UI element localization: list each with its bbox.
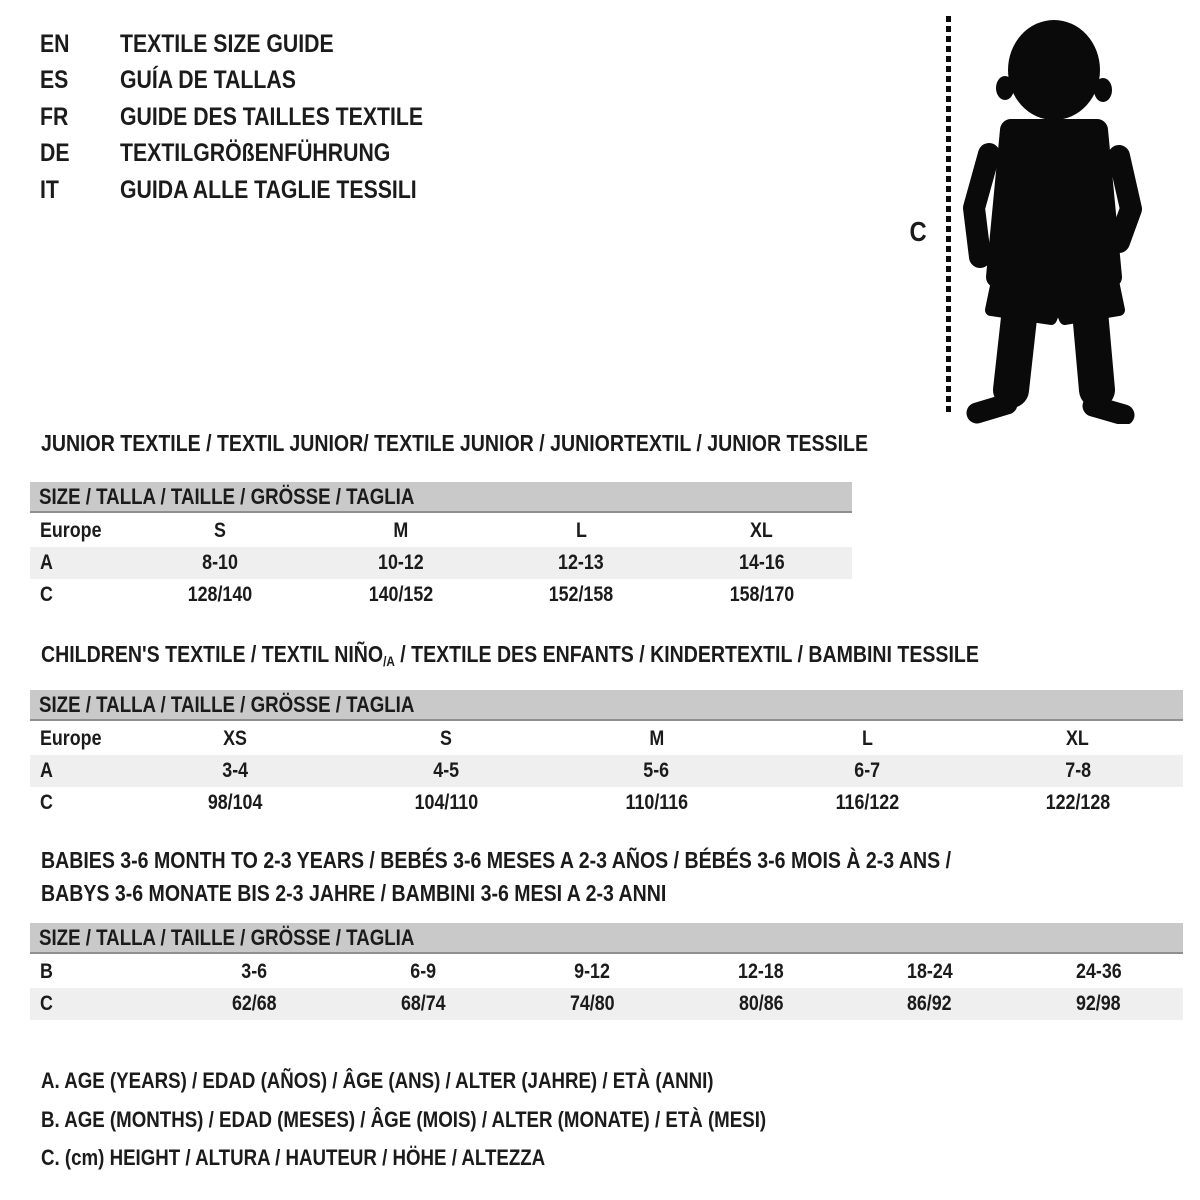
language-code: FR (40, 102, 69, 131)
language-title-list (40, 26, 477, 209)
junior-height-row (30, 579, 852, 611)
height-cell: 128/140 (187, 583, 253, 606)
babies-height-row (30, 988, 1183, 1020)
children-size-table (30, 690, 1183, 819)
age-cell: 6-9 (410, 960, 437, 983)
babies-age-row (30, 956, 1183, 988)
age-cell: 8-10 (130, 547, 311, 579)
height-measure-label: C (909, 216, 927, 247)
size-cell: XS (223, 727, 248, 750)
language-title: TEXTILE SIZE GUIDE (120, 29, 334, 58)
age-cell: 4-5 (341, 755, 552, 787)
height-cell: 122/128 (1045, 791, 1110, 814)
junior-section-title: JUNIOR TEXTILE / TEXTIL JUNIOR/ TEXTILE JUNIOR / JUNIORTEXTIL / JUNIOR TESSILE (41, 430, 869, 456)
language-title: GUIDE DES TAILLES TEXTILE (120, 102, 424, 131)
height-cell: 62/68 (170, 988, 339, 1020)
legend-note-c: C. (cm) HEIGHT / ALTURA / HAUTEUR / HÖHE / ALTEZZA (41, 1145, 546, 1171)
legend-note-a: A. AGE (YEARS) / EDAD (AÑOS) / ÂGE (ANS) / ALTER (JAHRE) / ETÀ (ANNI) (41, 1068, 714, 1094)
language-row-fr (40, 99, 477, 136)
size-cell: M (393, 519, 409, 542)
row-label-cell: C (40, 583, 53, 606)
row-label-cell: C (30, 988, 170, 1020)
region-label-cell: Europe (40, 727, 102, 750)
height-cell: 110/116 (625, 791, 688, 814)
children-section-title: CHILDREN'S TEXTILE / TEXTIL $NIÑO_{/A}$ / TEXTILE DES ENFANTS / KINDERTEXTIL / BAMBINI TESSILE (41, 641, 979, 669)
language-code: ES (40, 66, 69, 95)
language-title: TEXTILGRÖßENFÜHRUNG (120, 139, 391, 168)
age-cell: 9-12 (574, 960, 610, 983)
nino-a-subscript: /A (383, 654, 395, 669)
row-label-cell: B (40, 960, 53, 983)
children-age-row (30, 755, 1183, 787)
region-label-cell: Europe (40, 519, 102, 542)
row-label-cell: C (40, 791, 53, 814)
height-cell: 68/74 (339, 988, 508, 1020)
age-cell: 12-18 (738, 960, 784, 983)
age-cell: 6-7 (762, 755, 973, 787)
children-height-row (30, 787, 1183, 819)
babies-size-table (30, 923, 1183, 1020)
age-cell: 7-8 (972, 755, 1183, 787)
height-cell: 140/152 (368, 583, 434, 606)
height-cell: 116/122 (835, 791, 899, 814)
language-code: IT (40, 175, 59, 204)
age-cell: 18-24 (906, 960, 953, 983)
language-row-it (40, 172, 477, 209)
junior-size-table (30, 482, 852, 611)
row-label-cell: A (30, 547, 130, 579)
age-cell: 24-36 (1075, 960, 1122, 983)
size-cell: XL (750, 519, 774, 542)
age-cell: 14-16 (672, 547, 853, 579)
language-row-es (40, 63, 477, 100)
height-cell: 158/170 (729, 583, 795, 606)
size-cell: S (439, 727, 452, 750)
language-row-de (40, 136, 477, 173)
children-sizes-row (30, 723, 1183, 755)
babies-section-title: BABIES 3-6 MONTH TO 2-3 YEARS / BEBÉS 3-6 MESES A 2-3 AÑOS / BÉBÉS 3-6 MOIS À 2-3 ANS / BABYS 3-6 MONATE BIS 2-3 JAHRE / BAMBINI 3-6 MESI A 2-3 ANNI (41, 847, 952, 906)
row-label-cell: A (30, 755, 130, 787)
height-cell: 92/98 (1014, 988, 1183, 1020)
language-row-en (40, 26, 477, 63)
language-title: GUIDA ALLE TAGLIE TESSILI (120, 175, 417, 204)
age-cell: 12-13 (491, 547, 672, 579)
size-cell: XL (1066, 727, 1090, 750)
age-cell: 10-12 (311, 547, 492, 579)
legend-notes (41, 1062, 894, 1178)
age-cell: 3-4 (130, 755, 341, 787)
height-cell: 98/104 (207, 791, 263, 814)
language-title: GUÍA DE TALLAS (120, 66, 296, 95)
junior-age-row (30, 547, 852, 579)
height-cell: 80/86 (676, 988, 845, 1020)
legend-note-b: B. AGE (MONTHS) / EDAD (MESES) / ÂGE (MOIS) / ALTER (MONATE) / ETÀ (MESI) (41, 1106, 767, 1132)
language-code: EN (40, 29, 70, 58)
size-cell: S (214, 519, 227, 542)
size-header-bar: SIZE / TALLA / TAILLE / GRÖSSE / TAGLIA (30, 923, 1183, 954)
toddler-silhouette-icon (961, 12, 1146, 424)
size-cell: M (649, 727, 664, 750)
height-cell: 74/80 (508, 988, 677, 1020)
height-cell: 104/110 (414, 791, 478, 814)
age-cell: 3-6 (241, 960, 268, 983)
size-cell: L (575, 519, 587, 542)
size-cell: L (861, 727, 873, 750)
size-header-bar: SIZE / TALLA / TAILLE / GRÖSSE / TAGLIA (30, 690, 1183, 721)
language-code: DE (40, 139, 70, 168)
junior-sizes-row (30, 515, 852, 547)
height-measure-dashed-line (946, 16, 951, 416)
height-cell: 86/92 (845, 988, 1014, 1020)
age-cell: 5-6 (551, 755, 762, 787)
size-header-bar: SIZE / TALLA / TAILLE / GRÖSSE / TAGLIA (30, 482, 852, 513)
height-cell: 152/158 (548, 583, 614, 606)
